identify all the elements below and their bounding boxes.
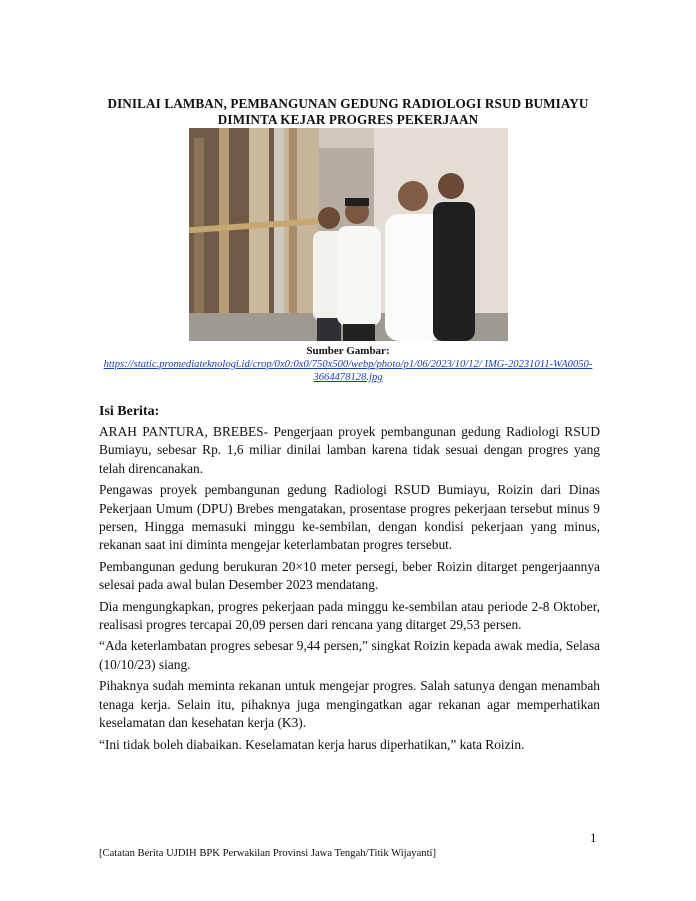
section-heading: Isi Berita: [99,404,160,419]
paragraph: ARAH PANTURA, BREBES- Pengerjaan proyek pembangunan gedung Radiologi RSUD Bumiayu, sebesar Rp. 1,6 miliar dinilai lamban karena tidak sesuai dengan progres yang telah direncanakan. [99,424,600,476]
image-source-link[interactable]: https://static.promediateknologi.id/crop/0x0:0x0/750x500/webp/photo/p1/06/2023/10/12/ IMG-20231011-WA0050-3664478128.jpg [103,359,593,383]
page-footer: [Catatan Berita UJDIH BPK Perwakilan Provinsi Jawa Tengah/Titik Wijayanti] [99,848,437,859]
paragraph: “Ada keterlambatan progres sebesar 9,44 persen,” singkat Roizin kepada awak media, Selasa (10/10/23) siang. [99,638,600,672]
article-title: DINILAI LAMBAN, PEMBANGUNAN GEDUNG RADIOLOGI RSUD BUMIAYU DIMINTA KEJAR PROGRES PEKERJAAN [107,96,589,127]
paragraph: Dia mengungkapkan, progres pekerjaan pada minggu ke-sembilan atau periode 2-8 Oktober, realisasi progres tercapai 20,09 persen dari rencana yang ditarget 29,53 persen. [99,598,600,633]
paragraph: Pihaknya sudah meminta rekanan untuk mengejar progres. Salah satunya dengan menambah tenaga kerja. Selain itu, pihaknya juga mengingatkan agar rekanan agar memperhatikan keselamatan dan kesehatan kerja (K3). [99,678,600,731]
news-photo [189,128,508,341]
page-number: 1 [590,830,597,845]
paragraph: “Ini tidak boleh diabaikan. Keselamatan kerja harus diperhatikan,” kata Roizin. [99,736,525,752]
paragraph: Pengawas proyek pembangunan gedung Radiologi RSUD Bumiayu, Roizin dari Dinas Pekerjaan Umum (DPU) Brebes mengatakan, prosentase progres pekerjaan tersebut minus 9 persen, Hingga memasuki minggu ke-sembilan, dengan kondisi pekerjaan yang minus, rekanan saat ini diminta mengejar keterlambatan progres tersebut. [99,482,600,553]
image-source-label: Sumber Gambar: [306,345,390,357]
article-body [99,423,600,757]
paragraph: Pembangunan gedung berukuran 20×10 meter persegi, beber Roizin ditarget pengerjaannya selesai pada awal bulan Desember 2023 mendatang. [99,558,600,593]
